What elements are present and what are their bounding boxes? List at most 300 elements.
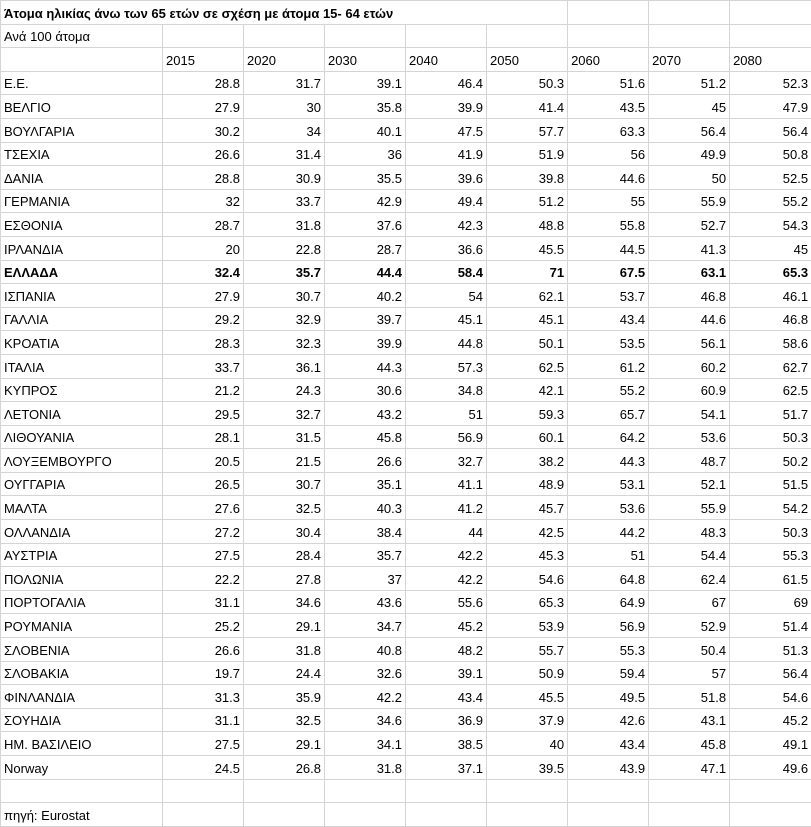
- value-cell: 56.1: [649, 331, 730, 355]
- value-cell: 30.7: [244, 284, 325, 308]
- value-cell: 51.9: [487, 142, 568, 166]
- value-cell: 49.4: [406, 189, 487, 213]
- table-row: [1, 472, 811, 496]
- country-cell: ΦΙΝΛΑΝΔΙΑ: [1, 685, 163, 709]
- value-cell: 32.9: [244, 307, 325, 331]
- empty-cell: [649, 1, 730, 25]
- value-cell: 63.3: [568, 118, 649, 142]
- value-cell: 53.6: [649, 425, 730, 449]
- value-cell: 36.1: [244, 354, 325, 378]
- empty-cell: [325, 803, 406, 827]
- value-cell: 21.2: [163, 378, 244, 402]
- value-cell: 44.3: [568, 449, 649, 473]
- country-cell: ΡΟΥΜΑΝΙΑ: [1, 614, 163, 638]
- table-row: [1, 378, 811, 402]
- value-cell: 43.9: [568, 756, 649, 780]
- empty-cell: [163, 24, 244, 48]
- value-cell: 30: [244, 95, 325, 119]
- empty-cell: [325, 24, 406, 48]
- value-cell: 34.1: [325, 732, 406, 756]
- country-cell: ΚΡΟΑΤΙΑ: [1, 331, 163, 355]
- value-cell: 28.3: [163, 331, 244, 355]
- value-cell: 53.5: [568, 331, 649, 355]
- empty-cell: [487, 803, 568, 827]
- value-cell: 26.8: [244, 756, 325, 780]
- value-cell: 54.3: [730, 213, 811, 237]
- value-cell: 59.3: [487, 402, 568, 426]
- value-cell: 51.7: [730, 402, 811, 426]
- year-header: 2060: [568, 48, 649, 72]
- value-cell: 27.6: [163, 496, 244, 520]
- table-row: [1, 213, 811, 237]
- table-row: [1, 260, 811, 284]
- year-header: 2040: [406, 48, 487, 72]
- value-cell: 62.1: [487, 284, 568, 308]
- value-cell: 34.6: [325, 708, 406, 732]
- value-cell: 54.6: [487, 567, 568, 591]
- value-cell: 35.5: [325, 166, 406, 190]
- year-header: 2030: [325, 48, 406, 72]
- value-cell: 71: [487, 260, 568, 284]
- value-cell: 39.1: [406, 661, 487, 685]
- empty-cell: [568, 1, 649, 25]
- country-cell: ΓΑΛΛΙΑ: [1, 307, 163, 331]
- country-cell: ΙΤΑΛΙΑ: [1, 354, 163, 378]
- value-cell: 42.3: [406, 213, 487, 237]
- value-cell: 38.5: [406, 732, 487, 756]
- value-cell: 32: [163, 189, 244, 213]
- value-cell: 38.4: [325, 520, 406, 544]
- value-cell: 55.3: [730, 543, 811, 567]
- country-cell: ΠΟΡΤΟΓΑΛΙΑ: [1, 590, 163, 614]
- value-cell: 54.1: [649, 402, 730, 426]
- value-cell: 35.1: [325, 472, 406, 496]
- year-header: 2050: [487, 48, 568, 72]
- country-cell: ΕΣΘΟΝΙΑ: [1, 213, 163, 237]
- value-cell: 49.1: [730, 732, 811, 756]
- value-cell: 27.5: [163, 732, 244, 756]
- value-cell: 51.2: [487, 189, 568, 213]
- value-cell: 45.2: [730, 708, 811, 732]
- value-cell: 67.5: [568, 260, 649, 284]
- value-cell: 49.6: [730, 756, 811, 780]
- table-row: [1, 307, 811, 331]
- value-cell: 31.7: [244, 71, 325, 95]
- value-cell: 47.5: [406, 118, 487, 142]
- table-row: [1, 638, 811, 662]
- value-cell: 33.7: [244, 189, 325, 213]
- value-cell: 32.7: [244, 402, 325, 426]
- value-cell: 48.9: [487, 472, 568, 496]
- empty-cell: [730, 803, 811, 827]
- value-cell: 43.4: [568, 732, 649, 756]
- value-cell: 34.6: [244, 590, 325, 614]
- country-cell: ΒΟΥΛΓΑΡΙΑ: [1, 118, 163, 142]
- country-cell: ΠΟΛΩΝΙΑ: [1, 567, 163, 591]
- value-cell: 28.1: [163, 425, 244, 449]
- value-cell: 45.5: [487, 685, 568, 709]
- value-cell: 41.2: [406, 496, 487, 520]
- table-row: [1, 331, 811, 355]
- value-cell: 51.3: [730, 638, 811, 662]
- value-cell: 28.7: [325, 236, 406, 260]
- table-row: [1, 354, 811, 378]
- value-cell: 54.2: [730, 496, 811, 520]
- value-cell: 50.4: [649, 638, 730, 662]
- value-cell: 26.6: [163, 142, 244, 166]
- value-cell: 36.6: [406, 236, 487, 260]
- value-cell: 29.5: [163, 402, 244, 426]
- country-cell: ΚΥΠΡΟΣ: [1, 378, 163, 402]
- table-row: [1, 590, 811, 614]
- table-row: [1, 661, 811, 685]
- table-row: [1, 567, 811, 591]
- value-cell: 39.5: [487, 756, 568, 780]
- value-cell: 22.2: [163, 567, 244, 591]
- title-row: [1, 1, 811, 25]
- value-cell: 53.9: [487, 614, 568, 638]
- value-cell: 64.8: [568, 567, 649, 591]
- value-cell: 39.1: [325, 71, 406, 95]
- value-cell: 60.1: [487, 425, 568, 449]
- value-cell: 30.6: [325, 378, 406, 402]
- table-title: Άτομα ηλικίας άνω των 65 ετών σε σχέση με άτομα 15- 64 ετών: [1, 1, 568, 25]
- value-cell: 39.7: [325, 307, 406, 331]
- value-cell: 45: [730, 236, 811, 260]
- value-cell: 40: [487, 732, 568, 756]
- value-cell: 31.1: [163, 590, 244, 614]
- value-cell: 51: [568, 543, 649, 567]
- value-cell: 55.8: [568, 213, 649, 237]
- value-cell: 52.3: [730, 71, 811, 95]
- value-cell: 42.2: [325, 685, 406, 709]
- value-cell: 53.1: [568, 472, 649, 496]
- subtitle-row: [1, 24, 811, 48]
- value-cell: 61.5: [730, 567, 811, 591]
- value-cell: 50.3: [730, 520, 811, 544]
- value-cell: 45.8: [325, 425, 406, 449]
- value-cell: 45.3: [487, 543, 568, 567]
- value-cell: 42.9: [325, 189, 406, 213]
- value-cell: 51.5: [730, 472, 811, 496]
- value-cell: 27.2: [163, 520, 244, 544]
- country-cell: Ε.Ε.: [1, 71, 163, 95]
- value-cell: 46.8: [649, 284, 730, 308]
- table-row: [1, 402, 811, 426]
- value-cell: 54.6: [730, 685, 811, 709]
- value-cell: 44.4: [325, 260, 406, 284]
- year-header: 2070: [649, 48, 730, 72]
- value-cell: 35.9: [244, 685, 325, 709]
- source-row: [1, 803, 811, 827]
- value-cell: 55.7: [487, 638, 568, 662]
- value-cell: 65.3: [730, 260, 811, 284]
- value-cell: 24.3: [244, 378, 325, 402]
- value-cell: 29.2: [163, 307, 244, 331]
- value-cell: 28.7: [163, 213, 244, 237]
- value-cell: 34.7: [325, 614, 406, 638]
- empty-cell: [244, 803, 325, 827]
- value-cell: 31.1: [163, 708, 244, 732]
- value-cell: 46.8: [730, 307, 811, 331]
- country-cell: ΓΕΡΜΑΝΙΑ: [1, 189, 163, 213]
- value-cell: 56: [568, 142, 649, 166]
- value-cell: 27.9: [163, 284, 244, 308]
- value-cell: 56.9: [568, 614, 649, 638]
- value-cell: 32.5: [244, 496, 325, 520]
- value-cell: 62.7: [730, 354, 811, 378]
- country-cell: ΛΟΥΞΕΜΒΟΥΡΓΟ: [1, 449, 163, 473]
- value-cell: 51.2: [649, 71, 730, 95]
- value-cell: 43.1: [649, 708, 730, 732]
- value-cell: 44.3: [325, 354, 406, 378]
- table-row: [1, 732, 811, 756]
- value-cell: 48.3: [649, 520, 730, 544]
- value-cell: 31.8: [244, 213, 325, 237]
- value-cell: 48.2: [406, 638, 487, 662]
- value-cell: 56.4: [730, 661, 811, 685]
- value-cell: 60.2: [649, 354, 730, 378]
- country-cell: ΒΕΛΓΙΟ: [1, 95, 163, 119]
- value-cell: 46.4: [406, 71, 487, 95]
- value-cell: 45.1: [406, 307, 487, 331]
- value-cell: 37: [325, 567, 406, 591]
- empty-cell: [163, 803, 244, 827]
- value-cell: 53.7: [568, 284, 649, 308]
- value-cell: 45.5: [487, 236, 568, 260]
- value-cell: 26.6: [163, 638, 244, 662]
- value-cell: 42.1: [487, 378, 568, 402]
- value-cell: 39.9: [325, 331, 406, 355]
- value-cell: 34.8: [406, 378, 487, 402]
- value-cell: 50.8: [730, 142, 811, 166]
- value-cell: 41.4: [487, 95, 568, 119]
- value-cell: 49.5: [568, 685, 649, 709]
- value-cell: 35.7: [244, 260, 325, 284]
- table-row: [1, 520, 811, 544]
- value-cell: 37.1: [406, 756, 487, 780]
- value-cell: 55.9: [649, 189, 730, 213]
- value-cell: 56.4: [730, 118, 811, 142]
- value-cell: 57: [649, 661, 730, 685]
- value-cell: 34: [244, 118, 325, 142]
- country-cell: ΣΛΟΒΑΚΙΑ: [1, 661, 163, 685]
- table-row: [1, 614, 811, 638]
- value-cell: 55.3: [568, 638, 649, 662]
- table-row: [1, 685, 811, 709]
- value-cell: 43.4: [568, 307, 649, 331]
- value-cell: 56.4: [649, 118, 730, 142]
- value-cell: 52.9: [649, 614, 730, 638]
- value-cell: 40.1: [325, 118, 406, 142]
- country-cell: ΟΥΓΓΑΡΙΑ: [1, 472, 163, 496]
- empty-cell: [487, 24, 568, 48]
- value-cell: 39.9: [406, 95, 487, 119]
- table-row: [1, 284, 811, 308]
- value-cell: 30.9: [244, 166, 325, 190]
- value-cell: 54.4: [649, 543, 730, 567]
- value-cell: 64.9: [568, 590, 649, 614]
- value-cell: 44.5: [568, 236, 649, 260]
- empty-cell: [406, 803, 487, 827]
- value-cell: 50.1: [487, 331, 568, 355]
- value-cell: 62.4: [649, 567, 730, 591]
- country-cell: ΛΙΘΟΥΑΝΙΑ: [1, 425, 163, 449]
- source-note: πηγή: Eurostat: [1, 803, 163, 827]
- value-cell: 20.5: [163, 449, 244, 473]
- value-cell: 69: [730, 590, 811, 614]
- value-cell: 24.5: [163, 756, 244, 780]
- value-cell: 50.3: [730, 425, 811, 449]
- value-cell: 44.6: [649, 307, 730, 331]
- country-cell: ΤΣΕΧΙΑ: [1, 142, 163, 166]
- value-cell: 31.5: [244, 425, 325, 449]
- country-cell: ΣΛΟΒΕΝΙΑ: [1, 638, 163, 662]
- country-cell: ΔΑΝΙΑ: [1, 166, 163, 190]
- value-cell: 30.7: [244, 472, 325, 496]
- value-cell: 44.6: [568, 166, 649, 190]
- value-cell: 65.3: [487, 590, 568, 614]
- empty-cell: [649, 24, 730, 48]
- value-cell: 47.9: [730, 95, 811, 119]
- value-cell: 29.1: [244, 614, 325, 638]
- value-cell: 58.6: [730, 331, 811, 355]
- value-cell: 43.4: [406, 685, 487, 709]
- table-row: [1, 95, 811, 119]
- country-cell: ΛΕΤΟΝΙΑ: [1, 402, 163, 426]
- value-cell: 50.9: [487, 661, 568, 685]
- table-row: [1, 449, 811, 473]
- value-cell: 52.5: [730, 166, 811, 190]
- value-cell: 51.4: [730, 614, 811, 638]
- country-cell: ΙΣΠΑΝΙΑ: [1, 284, 163, 308]
- value-cell: 62.5: [730, 378, 811, 402]
- value-cell: 50.2: [730, 449, 811, 473]
- value-cell: 42.2: [406, 543, 487, 567]
- empty-cell: [406, 24, 487, 48]
- value-cell: 67: [649, 590, 730, 614]
- value-cell: 31.4: [244, 142, 325, 166]
- value-cell: 38.2: [487, 449, 568, 473]
- value-cell: 49.9: [649, 142, 730, 166]
- value-cell: 45.8: [649, 732, 730, 756]
- empty-cell: [1, 48, 163, 72]
- value-cell: 27.5: [163, 543, 244, 567]
- value-cell: 42.2: [406, 567, 487, 591]
- value-cell: 32.7: [406, 449, 487, 473]
- table-row: [1, 189, 811, 213]
- country-cell: ΟΛΛΑΝΔΙΑ: [1, 520, 163, 544]
- value-cell: 43.6: [325, 590, 406, 614]
- value-cell: 25.2: [163, 614, 244, 638]
- value-cell: 39.8: [487, 166, 568, 190]
- header-row: [1, 48, 811, 72]
- country-cell: ΕΛΛΑΔΑ: [1, 260, 163, 284]
- value-cell: 54: [406, 284, 487, 308]
- value-cell: 28.8: [163, 71, 244, 95]
- value-cell: 42.5: [487, 520, 568, 544]
- value-cell: 41.9: [406, 142, 487, 166]
- year-header: 2080: [730, 48, 811, 72]
- value-cell: 40.2: [325, 284, 406, 308]
- value-cell: 30.4: [244, 520, 325, 544]
- value-cell: 31.8: [244, 638, 325, 662]
- country-cell: ΣΟΥΗΔΙΑ: [1, 708, 163, 732]
- value-cell: 35.7: [325, 543, 406, 567]
- value-cell: 52.7: [649, 213, 730, 237]
- value-cell: 51.8: [649, 685, 730, 709]
- value-cell: 33.7: [163, 354, 244, 378]
- value-cell: 32.4: [163, 260, 244, 284]
- table-row: [1, 496, 811, 520]
- empty-cell: [568, 24, 649, 48]
- value-cell: 28.4: [244, 543, 325, 567]
- value-cell: 48.7: [649, 449, 730, 473]
- value-cell: 47.1: [649, 756, 730, 780]
- value-cell: 36.9: [406, 708, 487, 732]
- empty-cell: [568, 803, 649, 827]
- value-cell: 48.8: [487, 213, 568, 237]
- table-row: [1, 236, 811, 260]
- value-cell: 55.9: [649, 496, 730, 520]
- country-cell: ΜΑΛΤΑ: [1, 496, 163, 520]
- year-header: 2015: [163, 48, 244, 72]
- table-row: [1, 543, 811, 567]
- table-row: [1, 118, 811, 142]
- value-cell: 36: [325, 142, 406, 166]
- value-cell: 20: [163, 236, 244, 260]
- value-cell: 52.1: [649, 472, 730, 496]
- value-cell: 61.2: [568, 354, 649, 378]
- value-cell: 41.3: [649, 236, 730, 260]
- table-row: [1, 425, 811, 449]
- value-cell: 64.2: [568, 425, 649, 449]
- empty-cell: [730, 24, 811, 48]
- value-cell: 60.9: [649, 378, 730, 402]
- value-cell: 65.7: [568, 402, 649, 426]
- value-cell: 55.2: [568, 378, 649, 402]
- empty-cell: [244, 24, 325, 48]
- value-cell: 27.8: [244, 567, 325, 591]
- value-cell: 46.1: [730, 284, 811, 308]
- empty-cell: [649, 803, 730, 827]
- value-cell: 44: [406, 520, 487, 544]
- value-cell: 40.3: [325, 496, 406, 520]
- value-cell: 28.8: [163, 166, 244, 190]
- value-cell: 26.5: [163, 472, 244, 496]
- value-cell: 39.6: [406, 166, 487, 190]
- value-cell: 21.5: [244, 449, 325, 473]
- value-cell: 62.5: [487, 354, 568, 378]
- value-cell: 50: [649, 166, 730, 190]
- value-cell: 32.6: [325, 661, 406, 685]
- table-subtitle: Ανά 100 άτομα: [1, 24, 163, 48]
- value-cell: 51: [406, 402, 487, 426]
- value-cell: 55.2: [730, 189, 811, 213]
- value-cell: 30.2: [163, 118, 244, 142]
- value-cell: 32.5: [244, 708, 325, 732]
- value-cell: 53.6: [568, 496, 649, 520]
- value-cell: 40.8: [325, 638, 406, 662]
- value-cell: 45.2: [406, 614, 487, 638]
- year-header: 2020: [244, 48, 325, 72]
- country-cell: ΙΡΛΑΝΔΙΑ: [1, 236, 163, 260]
- value-cell: 58.4: [406, 260, 487, 284]
- value-cell: 51.6: [568, 71, 649, 95]
- value-cell: 32.3: [244, 331, 325, 355]
- value-cell: 35.8: [325, 95, 406, 119]
- country-cell: ΗΜ. ΒΑΣΙΛΕΙΟ: [1, 732, 163, 756]
